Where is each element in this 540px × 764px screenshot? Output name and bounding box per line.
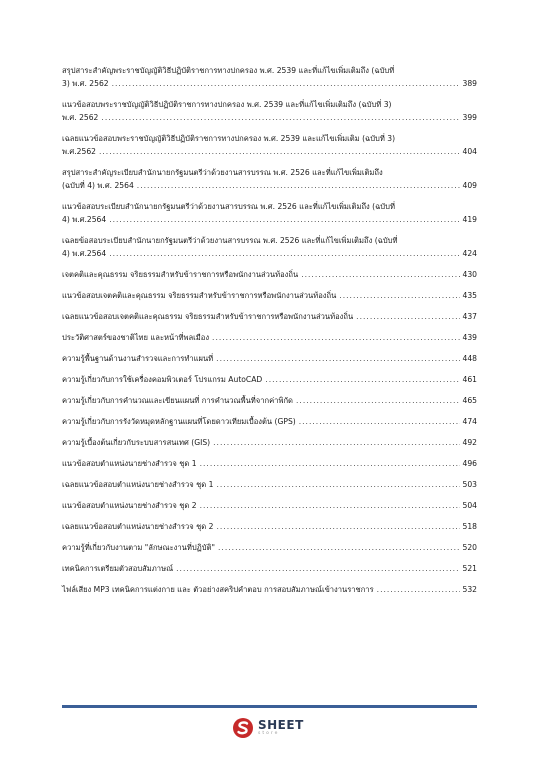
toc-leader-dots <box>200 499 460 512</box>
toc-entry[interactable] <box>62 541 477 554</box>
table-of-contents <box>62 64 477 604</box>
toc-leader-dots <box>216 352 459 365</box>
toc-page-number: 439 <box>462 333 477 342</box>
toc-entry-title: ไฟล์เสียง MP3 เทคนิคการแต่งกาย และ ตัวอย่างสคริปคำตอบ การสอบสัมภาษณ์เข้างานราชการ <box>62 585 374 594</box>
toc-leader-dots <box>216 520 459 533</box>
toc-entry[interactable] <box>62 373 477 386</box>
toc-entry[interactable] <box>62 310 477 323</box>
toc-page-number: 419 <box>462 215 477 224</box>
toc-entry-title: แนวข้อสอบตำแหน่งนายช่างสำรวจ ชุด 2 <box>62 501 197 510</box>
toc-page-number: 492 <box>462 438 477 447</box>
toc-entry[interactable] <box>62 457 477 470</box>
toc-leader-dots <box>301 268 459 281</box>
toc-entry-title: พ.ศ.2562 <box>62 147 96 156</box>
logo-sub-text: store <box>258 731 280 737</box>
toc-leader-dots <box>200 457 460 470</box>
toc-entry[interactable] <box>62 132 477 158</box>
toc-entry[interactable] <box>62 436 477 449</box>
toc-page-number: 409 <box>462 181 477 190</box>
toc-entry-title: พ.ศ. 2562 <box>62 113 99 122</box>
toc-leader-dots <box>212 331 459 344</box>
toc-entry[interactable] <box>62 166 477 192</box>
toc-leader-dots <box>356 310 459 323</box>
toc-leader-dots <box>109 213 459 226</box>
logo-s-icon <box>232 717 254 739</box>
toc-entry-title: ประวัติศาสตร์ของชาติไทย และหน้าที่พลเมือง <box>62 333 210 342</box>
toc-entry[interactable] <box>62 64 477 90</box>
logo-brand-text: SHEET <box>258 718 304 733</box>
toc-leader-dots <box>296 394 460 407</box>
toc-leader-dots <box>377 583 460 596</box>
toc-entry[interactable] <box>62 415 477 428</box>
toc-entry[interactable] <box>62 352 477 365</box>
toc-page-number: 465 <box>462 396 477 405</box>
toc-page-number: 399 <box>462 113 477 122</box>
toc-entry-title: (ฉบับที่ 4) พ.ศ. 2564 <box>62 181 134 190</box>
footer-rule <box>62 705 477 708</box>
toc-entry-title: เจตคติและคุณธรรม จริยธรรมสำหรับข้าราชการหรือพนักงานส่วนท้องถิ่น <box>62 270 299 279</box>
toc-entry[interactable] <box>62 234 477 260</box>
toc-page-number: 437 <box>462 312 477 321</box>
toc-entry-title: ความรู้เบื้องต้นเกี่ยวกับระบบสารสนเทศ (GIS) <box>62 438 211 447</box>
toc-entry[interactable] <box>62 520 477 533</box>
toc-page-number: 520 <box>462 543 477 552</box>
toc-entry-title: สรุปสาระสำคัญพระราชบัญญัติวิธีปฏิบัติราชการทางปกครอง พ.ศ. 2539 และที่แก้ไขเพิ่มเติมถึง (ฉบับที่ <box>62 66 395 75</box>
sheet-store-logo <box>232 716 304 740</box>
toc-entry-title: เฉลยข้อสอบระเบียบสำนักนายกรัฐมนตรีว่าด้วยงานสารบรรณ พ.ศ. 2526 และที่แก้ไขเพิ่มเติมถึง (ฉบับที่ <box>62 236 398 245</box>
toc-entry[interactable] <box>62 583 477 596</box>
toc-entry-title: 4) พ.ศ.2564 <box>62 215 107 224</box>
toc-page-number: 518 <box>462 522 477 531</box>
toc-page-number: 521 <box>462 564 477 573</box>
toc-leader-dots <box>216 478 459 491</box>
toc-page-number: 448 <box>462 354 477 363</box>
toc-entry-title: ความรู้พื้นฐานด้านงานสำรวจและการทำแผนที่ <box>62 354 214 363</box>
toc-entry-title: ความรู้เกี่ยวกับการรังวัดหมุดหลักฐานแผนที่โดยดาวเทียมเบื้องต้น (GPS) <box>62 417 296 426</box>
toc-entry-title: สรุปสาระสำคัญระเบียบสำนักนายกรัฐมนตรีว่าด้วยงานสารบรรณ พ.ศ. 2526 และที่แก้ไขเพิ่มเติมถึง <box>62 168 383 177</box>
toc-leader-dots <box>112 77 460 90</box>
toc-leader-dots <box>109 247 459 260</box>
toc-leader-dots <box>265 373 459 386</box>
toc-entry-title: แนวข้อสอบระเบียบสำนักนายกรัฐมนตรีว่าด้วยงานสารบรรณ พ.ศ. 2526 และที่แก้ไขเพิ่มเติมถึง (ฉบับที่ <box>62 202 395 211</box>
toc-entry-title: ความรู้ที่เกี่ยวกับงานตาม "ลักษณะงานที่ปฏิบัติ" <box>62 543 216 552</box>
toc-leader-dots <box>213 436 459 449</box>
toc-page-number: 504 <box>462 501 477 510</box>
toc-page-number: 496 <box>462 459 477 468</box>
toc-entry[interactable] <box>62 478 477 491</box>
toc-leader-dots <box>99 145 460 158</box>
toc-entry[interactable] <box>62 394 477 407</box>
toc-entry-title: แนวข้อสอบพระราชบัญญัติวิธีปฏิบัติราชการทางปกครอง พ.ศ. 2539 และที่แก้ไขเพิ่มเติมถึง (ฉบับที่ 3) <box>62 100 392 109</box>
toc-leader-dots <box>299 415 460 428</box>
toc-page-number: 503 <box>462 480 477 489</box>
toc-entry[interactable] <box>62 331 477 344</box>
toc-entry[interactable] <box>62 289 477 302</box>
toc-entry-title: แนวข้อสอบตำแหน่งนายช่างสำรวจ ชุด 1 <box>62 459 197 468</box>
toc-leader-dots <box>137 179 460 192</box>
toc-page-number: 430 <box>462 270 477 279</box>
toc-entry-title: เฉลยแนวข้อสอบเจตคติและคุณธรรม จริยธรรมสำหรับข้าราชการหรือพนักงานส่วนท้องถิ่น <box>62 312 354 321</box>
toc-page-number: 461 <box>462 375 477 384</box>
toc-entry[interactable] <box>62 268 477 281</box>
toc-leader-dots <box>218 541 459 554</box>
toc-page-number: 532 <box>462 585 477 594</box>
toc-page-number: 389 <box>462 79 477 88</box>
toc-entry[interactable] <box>62 98 477 124</box>
toc-entry-title: 3) พ.ศ. 2562 <box>62 79 109 88</box>
toc-entry-title: เทคนิคการเตรียมตัวสอบสัมภาษณ์ <box>62 564 174 573</box>
toc-entry[interactable] <box>62 562 477 575</box>
toc-entry-title: แนวข้อสอบเจตคติและคุณธรรม จริยธรรมสำหรับข้าราชการหรือพนักงานส่วนท้องถิ่น <box>62 291 337 300</box>
toc-entry-title: 4) พ.ศ.2564 <box>62 249 107 258</box>
toc-entry-title: ความรู้เกี่ยวกับการคำนวณและเขียนแผนที่ การคำนวณพื้นที่จากค่าพิกัด <box>62 396 293 405</box>
toc-entry-title: ความรู้เกี่ยวกับการใช้เครื่องคอมพิวเตอร์ โปรแกรม AutoCAD <box>62 375 263 384</box>
toc-page-number: 474 <box>462 417 477 426</box>
toc-entry-title: เฉลยแนวข้อสอบตำแหน่งนายช่างสำรวจ ชุด 2 <box>62 522 214 531</box>
toc-leader-dots <box>101 111 459 124</box>
toc-page-number: 424 <box>462 249 477 258</box>
toc-leader-dots <box>339 289 459 302</box>
toc-entry-title: เฉลยแนวข้อสอบตำแหน่งนายช่างสำรวจ ชุด 1 <box>62 480 214 489</box>
toc-entry[interactable] <box>62 499 477 512</box>
toc-page-number: 435 <box>462 291 477 300</box>
toc-entry[interactable] <box>62 200 477 226</box>
toc-leader-dots <box>176 562 459 575</box>
toc-page-number: 404 <box>462 147 477 156</box>
toc-entry-title: เฉลยแนวข้อสอบพระราชบัญญัติวิธีปฏิบัติราชการทางปกครอง พ.ศ. 2539 และแก้ไขเพิ่มเติม (ฉบับที่ 3) <box>62 134 396 143</box>
